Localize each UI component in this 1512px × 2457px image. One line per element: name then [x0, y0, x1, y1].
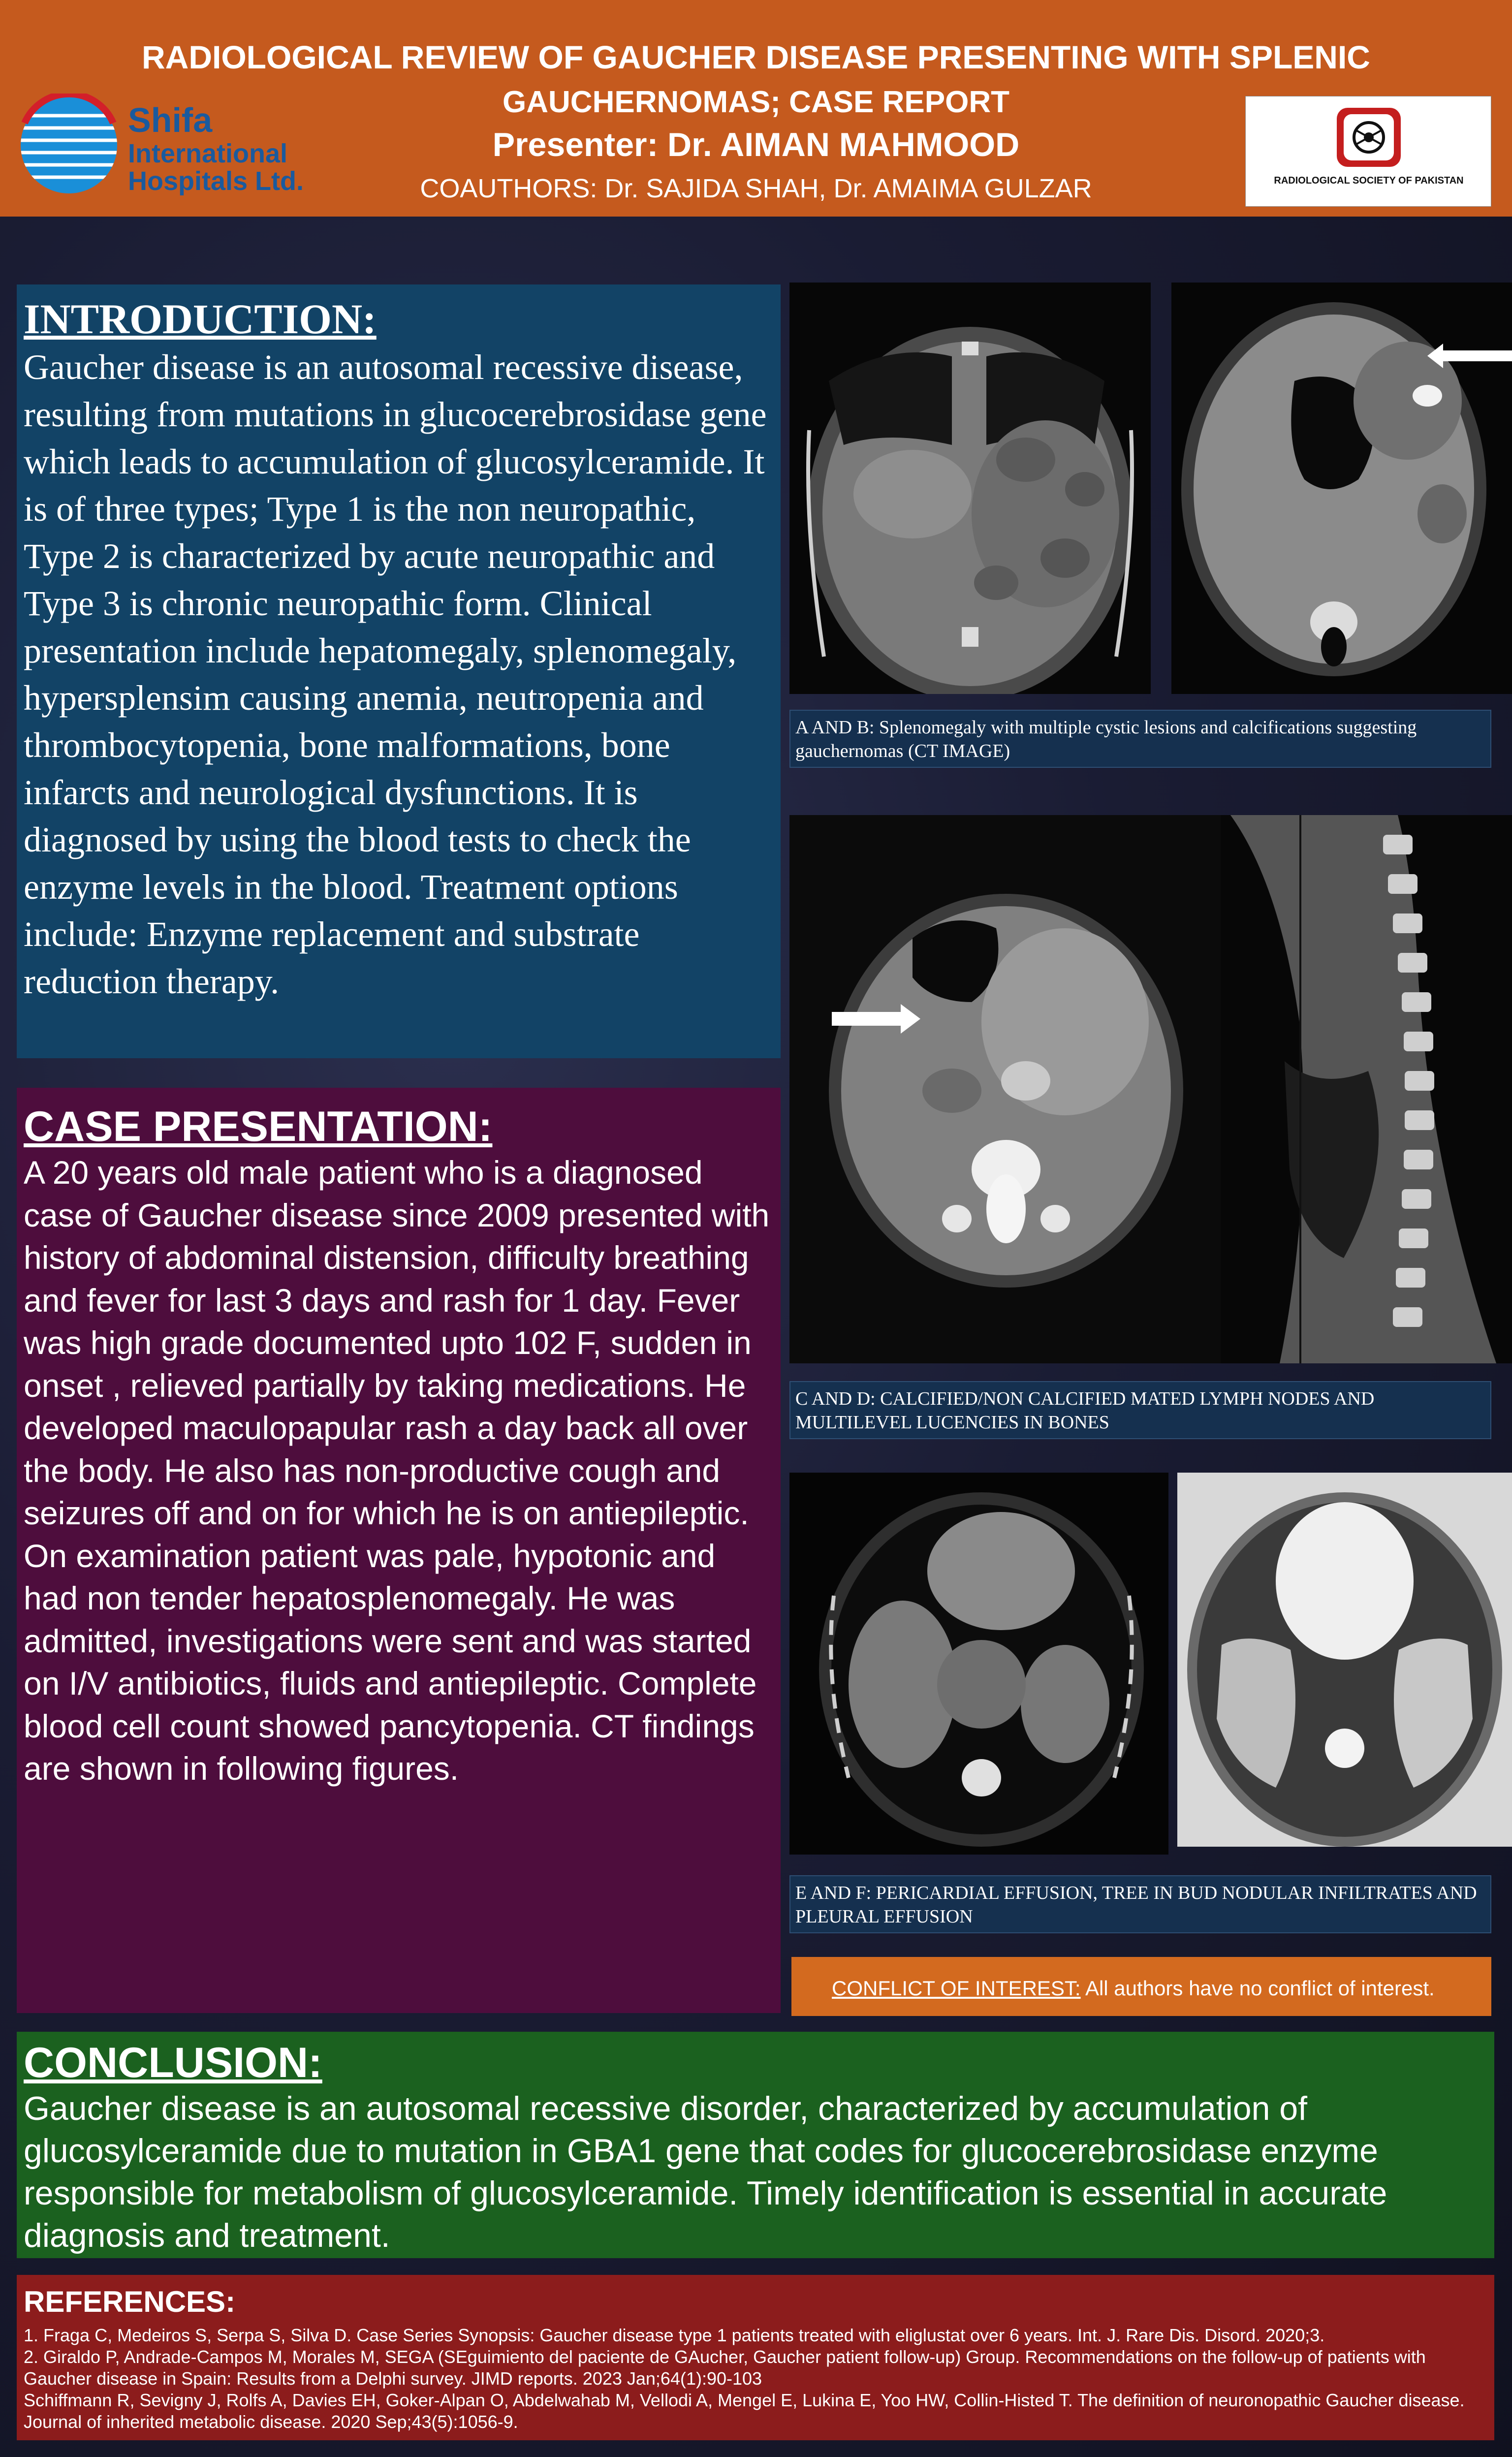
logo-line3: Hospitals Ltd. — [128, 166, 304, 196]
reference-item: 1. Fraga C, Medeiros S, Serpa S, Silva D. Case Series Synopsis: Gaucher disease type 1 patients treated with eliglustat over 6 years. Int. J. Rare Dis. Disord. 2020;3. — [24, 2325, 1325, 2345]
poster-title-line1: RADIOLOGICAL REVIEW OF GAUCHER DISEASE PRESENTING WITH SPLENIC — [142, 39, 1370, 75]
conclusion-body: Gaucher disease is an autosomal recessive disorder, characterized by accumulation of glucosylceramide due to mutation in GBA1 gene that codes for glucocerebrosidase enzyme responsible for metabolism of glucosylceramide. Timely identification is essential in accurate diagnosis and treatment. — [24, 2090, 1387, 2254]
conflict-of-interest — [791, 1957, 1491, 2016]
poster-title-line2: GAUCHERNOMAS; CASE REPORT — [503, 85, 1009, 119]
logo-line2: International — [128, 139, 288, 168]
references-heading: REFERENCES: — [24, 2285, 236, 2318]
case-presentation-body: A 20 years old male patient who is a diagnosed case of Gaucher disease since 2009 presented with history of abdominal distension, difficulty breathing and fever for last 3 days and rash for 1 day. Fever was high grade documented upto 102 F, sudden in onset , relieved partially by taking medications. He developed maculopapular rash a day back all over the body. He also has non-productive cough and seizures off and on for which he is on antiepileptic. On examination patient was pale, hypotonic and had non tender hepatosplenomegaly. He was admitted, investigations were sent and was started on I/V antibiotics, fluids and antiepileptic. Complete blood cell count showed pancytopenia. CT findings are shown in following figures. — [24, 1154, 770, 1787]
conflict-label: CONFLICT OF INTEREST: — [832, 1977, 1081, 2000]
caption-ef: E AND F: PERICARDIAL EFFUSION, TREE IN BUD NODULAR INFILTRATES AND PLEURAL EFFUSION — [789, 1875, 1491, 1933]
presenter: Presenter: Dr. AIMAN MAHMOOD — [492, 126, 1020, 163]
caption-ab: A AND B: Splenomegaly with multiple cystic lesions and calcifications suggesting gauchernomas (CT IMAGE) — [789, 710, 1491, 768]
ct-image-c — [789, 815, 1221, 1363]
conclusion-heading: CONCLUSION: — [24, 2039, 322, 2086]
coauthors: COAUTHORS: Dr. SAJIDA SHAH, Dr. AMAIMA GULZAR — [420, 174, 1092, 203]
ct-image-a — [789, 283, 1151, 694]
logo-line1: Shifa — [128, 101, 213, 139]
conclusion-panel — [17, 2032, 1494, 2258]
ct-image-b — [1171, 283, 1512, 694]
conflict-text: All authors have no conflict of interest. — [1080, 1977, 1435, 2000]
introduction-panel — [17, 284, 781, 1058]
case-presentation-heading: CASE PRESENTATION: — [24, 1103, 493, 1150]
radiological-society-logo — [1245, 96, 1491, 207]
caption-cd: C AND D: CALCIFIED/NON CALCIFIED MATED LYMPH NODES AND MULTILEVEL LUCENCIES IN BONES — [789, 1381, 1491, 1439]
reference-item: Schiffmann R, Sevigny J, Rolfs A, Davies EH, Goker-Alpan O, Abdelwahab M, Vellodi A, Mengel E, Lukina E, Yoo HW, Collin-Histed T. The definition of neuronopathic Gaucher disease. Journal of inherited metabolic disease. 2020 Sep;43(5):1056-9. — [24, 2390, 1465, 2432]
ct-image-f — [1177, 1473, 1512, 1847]
references-panel — [17, 2275, 1494, 2440]
rsp-logo-text: RADIOLOGICAL SOCIETY OF PAKISTAN — [1274, 175, 1464, 186]
introduction-heading: INTRODUCTION: — [24, 295, 377, 343]
reference-item: 2. Giraldo P, Andrade-Campos M, Morales M, SEGA (SEguimiento del paciente de GAucher, Gaucher patient follow-up) Group. Recommendations on the follow-up of patients with Gaucher disease in Spain: Results from a Delphi survey. JIMD reports. 2023 Jan;64(1):90-103 — [24, 2347, 1426, 2389]
case-presentation-panel — [17, 1088, 781, 2013]
introduction-body: Gaucher disease is an autosomal recessive disease, resulting from mutations in glucocerebrosidase gene which leads to accumulation of glucosylceramide. It is of three types; Type 1 is the non neuropathic, Type 2 is characterized by acute neuropathic and Type 3 is chronic neuropathic form. Clinical presentation include hepatomegaly, splenomegaly, hypersplensim causing anemia, neutropenia and thrombocytopenia, bone malformations, bone infarcts and neurological dysfunctions. It is diagnosed by using the blood tests to check the enzyme levels in the blood. Treatment options include: Enzyme replacement and substrate reduction therapy. — [24, 347, 767, 1001]
ct-image-d — [1221, 815, 1512, 1363]
shifa-logo — [15, 94, 330, 197]
ct-image-e — [789, 1473, 1168, 1855]
